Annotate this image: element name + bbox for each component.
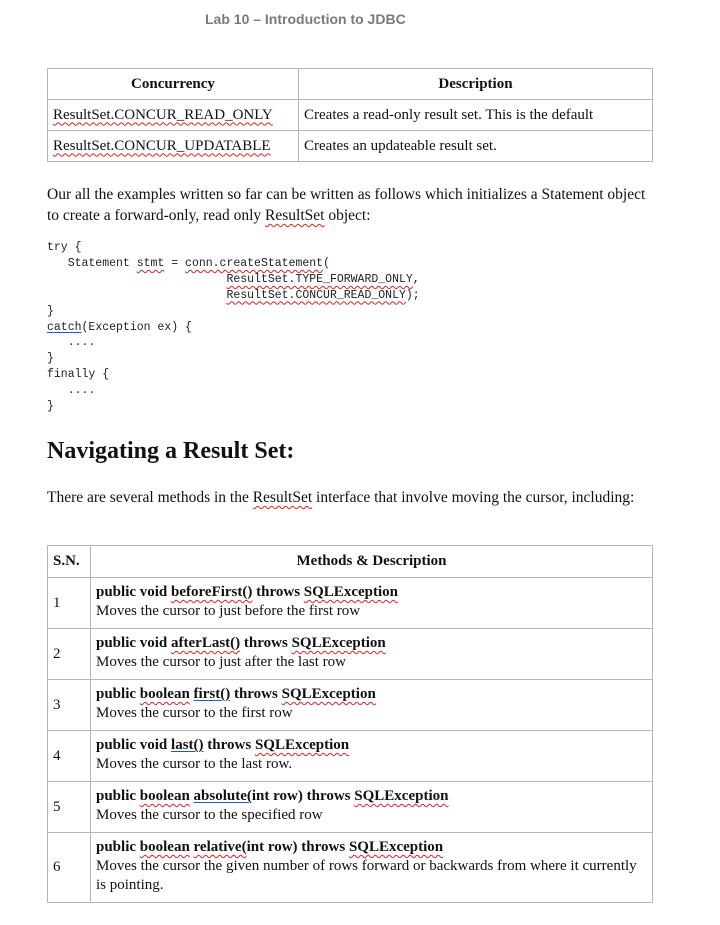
row-number: 1 [48,578,91,629]
method-cell [91,680,653,731]
method-description: Moves the cursor to the last row. [96,756,293,772]
method-signature [96,634,647,653]
table-header-row [48,69,653,100]
concurrency-cell [48,100,299,131]
code-indent [47,289,226,302]
table-row [48,131,653,162]
method-description: Moves the cursor the given number of rows forward or backwards from where it currently is pointing. [96,858,637,893]
method-signature [96,736,647,755]
sig-text: throws [203,737,255,753]
row-number: 3 [48,680,91,731]
code-token: ResultSet.CONCUR_READ_ONLY [226,288,406,302]
method-name: relative( [193,839,247,855]
navigation-paragraph [47,487,657,508]
sig-text: throws [230,686,282,702]
method-name: beforeFirst() [171,584,253,600]
method-signature [96,685,647,704]
code-text: ); [405,288,420,302]
intro-text-end: object: [324,207,371,224]
table-row [48,578,653,629]
method-signature [96,787,647,806]
nav-text-end: interface that involve moving the cursor, including: [312,489,635,506]
exception-name: SQLException [291,635,386,651]
type-name: boolean [139,686,190,702]
nav-text: There are several methods in the [47,489,253,506]
row-number: 6 [48,833,91,903]
code-token: ResultSet.TYPE_FORWARD_ONLY [226,272,413,286]
code-indent [47,273,226,286]
intro-term: ResultSet [265,207,325,224]
sig-text: int row) throws [251,788,355,804]
code-line: .... [47,336,96,350]
method-name: last() [171,737,204,753]
concurrency-name: ResultSet.CONCUR_UPDATABLE [53,137,271,154]
sig-text: throws [252,584,304,600]
sig-text: public [96,686,140,702]
column-header-sn: S.N. [48,546,91,578]
code-text: ( [323,256,330,270]
column-header-concurrency: Concurrency [48,69,299,100]
code-token: catch [47,320,82,334]
method-description: Moves the cursor to just before the first row [96,603,361,619]
sig-text: public [96,839,140,855]
nav-term: ResultSet [252,489,313,506]
method-name: afterLast() [171,635,241,651]
method-cell [91,578,653,629]
method-cell [91,782,653,833]
method-name: absolute( [193,788,252,804]
exception-name: SQLException [281,686,376,702]
row-number: 5 [48,782,91,833]
intro-text: Our all the examples written so far can be written as follows which initializes a Statement object to create a forward-only, read only [47,186,646,224]
row-number: 2 [48,629,91,680]
sig-text: throws [240,635,292,651]
sig-text: public void [96,635,172,651]
method-signature [96,583,647,602]
column-header-methods: Methods & Description [91,546,653,578]
method-cell [91,731,653,782]
code-text: (Exception ex) { [81,320,192,334]
code-text: , [412,272,420,286]
code-line: .... [47,384,96,398]
description-cell: Creates an updateable result set. [299,131,653,162]
type-name: boolean [139,788,190,804]
table-row [48,731,653,782]
row-number: 4 [48,731,91,782]
exception-name: SQLException [254,737,350,753]
sig-text: public void [96,584,172,600]
code-block [47,240,420,415]
header-title: Lab 10 – Introduction to JDBC [205,11,406,27]
code-line: } [47,400,54,414]
method-description: Moves the cursor to the specified row [96,807,323,823]
sig-text: public [96,788,140,804]
method-description: Moves the cursor to the first row [96,705,293,721]
code-token: conn.createStatement [185,256,324,270]
code-line: try { [47,241,82,254]
code-line: finally { [47,368,110,382]
methods-table [47,545,653,903]
code-text: Statement [47,256,137,270]
code-line: } [47,304,54,318]
table-row [48,629,653,680]
code-line: } [47,352,54,366]
intro-paragraph [47,184,657,226]
exception-name: SQLException [303,584,398,600]
exception-name: SQLException [348,839,444,855]
section-heading: Navigating a Result Set: [47,438,295,464]
table-row [48,680,653,731]
method-signature [96,838,647,857]
sig-text: int row) throws [246,839,349,855]
method-cell [91,833,653,903]
concurrency-table [47,68,653,162]
code-text: = [164,256,186,270]
concurrency-cell [48,131,299,162]
table-row [48,833,653,903]
table-row [48,782,653,833]
exception-name: SQLException [354,788,449,804]
description-cell: Creates a read-only result set. This is the default [299,100,653,131]
concurrency-name: ResultSet.CONCUR_READ_ONLY [53,106,273,123]
method-name: first() [193,686,231,702]
method-cell [91,629,653,680]
table-header-row [48,546,653,578]
type-name: boolean [139,839,190,855]
code-token: stmt [136,256,165,270]
method-description: Moves the cursor to just after the last row [96,654,346,670]
column-header-description: Description [299,69,653,100]
table-row [48,100,653,131]
sig-text: public void [96,737,172,753]
